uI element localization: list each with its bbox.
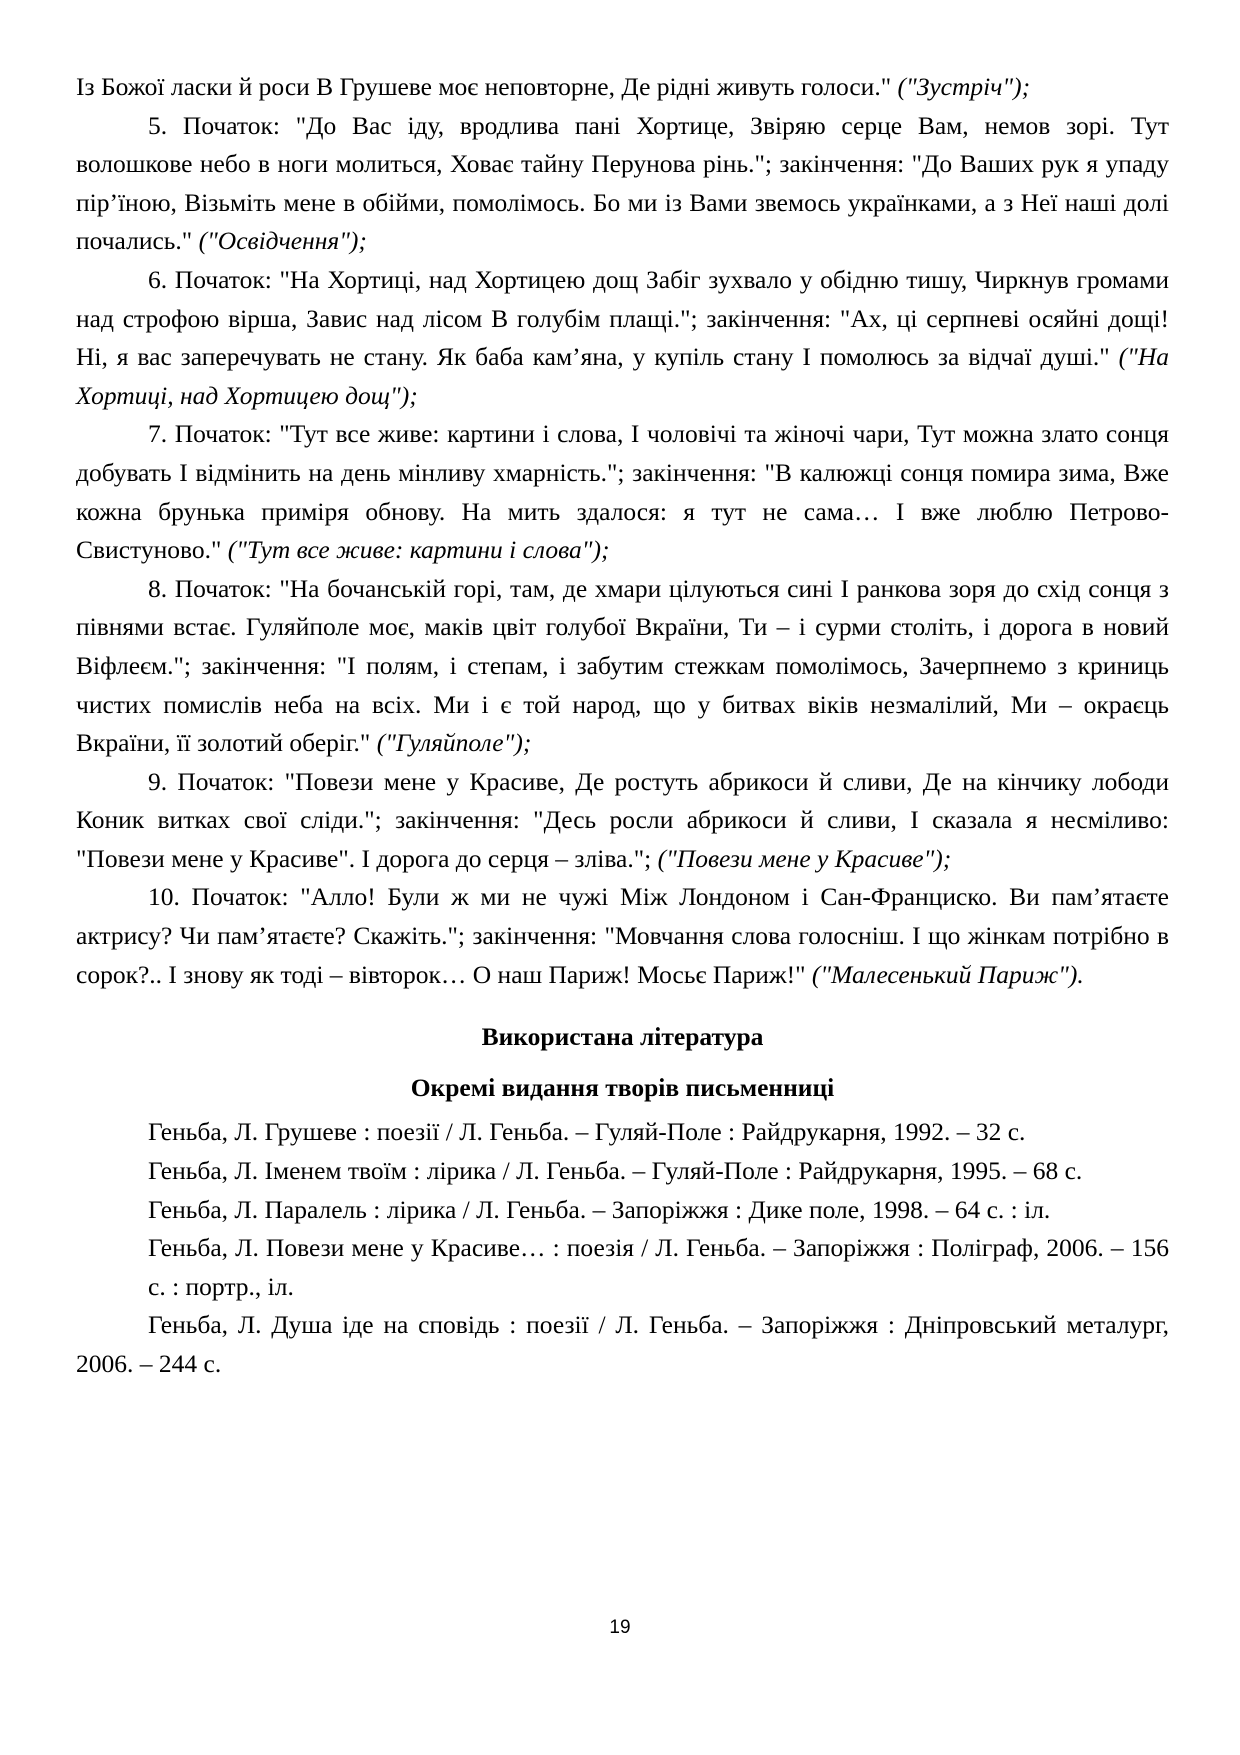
reference-item: Геньба, Л. Паралель : лірика / Л. Геньба. – Запоріжжя : Дике поле, 1998. – 64 с. : іл. <box>148 1194 1051 1224</box>
document-page <box>76 68 1169 1384</box>
paragraph-6 <box>76 261 1169 415</box>
paragraph-7 <box>76 415 1169 569</box>
poem-title: ("На Хортиці, над Хортицею дощ"); <box>76 342 1169 410</box>
paragraph-text: 6. Початок: "На Хортиці, над Хортицею дощ Забіг зухвало у обідню тишу, Чиркнув громами над строфою вірша, Завис над лісом В голубім плащі."; закінчення: "Ах, ці серпневі осяйні дощі! Ні, я вас заперечувать не стану. Як баба кам’яна, у купіль стану І помолюсь за відчаї душі." <box>76 264 1169 372</box>
paragraph-text: 8. Початок: "На бочанській горі, там, де хмари цілуються сині І ранкова зоря до схід сонця з півнями встає. Гуляйполе моє, маків цвіт голубої Вкраїни, Ти – і сурми століть, і дорога в новий Віфлеєм."; закінчення: "І полям, і степам, і забутим стежкам помолімось, Зачерпнемо з криниць чистих помислів неба на всіх. Ми і є той народ, що у битвах віків незмалілий, Ми – окраєць Вкраїни, її золотий оберіг." <box>76 573 1169 758</box>
paragraph-text: Із Божої ласки й роси В Грушеве моє неповторне, Де рідні живуть голоси." <box>76 72 898 101</box>
section-subheading-editions: Окремі видання творів письменниці <box>410 1072 835 1102</box>
poem-title: ("Освідчення"); <box>198 226 367 256</box>
paragraph-9 <box>76 763 1169 879</box>
paragraph-text: 10. Початок: "Алло! Були ж ми не чужі Між Лондоном і Сан-Франциско. Ви пам’ятаєте актрису? Чи пам’ятаєте? Скажіть."; закінчення: "Мовчання слова голосніш. І що жінкам потрібно в сорок?.. І знову як тоді – вівторок… О наш Париж! Мосьє Париж!" <box>76 882 1169 989</box>
paragraph-8 <box>76 570 1169 763</box>
poem-title: ("Зустріч"); <box>897 72 1031 101</box>
poem-title: ("Малесенький Париж"). <box>811 959 1084 989</box>
paragraph-text: 7. Початок: "Тут все живе: картини і слова, І чоловічі та жіночі чари, Тут можна злато сонця добувать І відмінить на день мінливу хмарність."; закінчення: "В калюжці сонця помира зима, Вже кожна брунька приміря обнову. На мить здалося: я тут не сама… І вже люблю Петрово-Свистуново." <box>76 419 1169 565</box>
section-heading-literature: Використана література <box>481 1022 764 1052</box>
paragraph-text: 9. Початок: "Повези мене у Красиве, Де ростуть абрикоси й сливи, Де на кінчику лободи Коник витках свої сліди."; закінчення: "Десь росли абрикоси й сливи, І сказала я несміливо: "Повези мене у Красиве". І дорога до серця – зліва."; <box>76 766 1169 873</box>
poem-title: ("Тут все живе: картини і слова"); <box>227 535 610 565</box>
poem-title: ("Гуляйполе"); <box>376 728 532 758</box>
reference-item: Геньба, Л. Іменем твоїм : лірика / Л. Геньба. – Гуляй-Поле : Райдрукарня, 1995. – 68 с. <box>148 1156 1083 1186</box>
paragraph-10 <box>76 878 1169 994</box>
reference-item: Геньба, Л. Повези мене у Красиве… : поезія / Л. Геньба. – Запоріжжя : Поліграф, 2006. – 156 с. : портр., іл. <box>148 1233 1169 1301</box>
page-number: 19 <box>609 1617 631 1638</box>
reference-item: Геньба, Л. Грушеве : поезії / Л. Геньба. – Гуляй-Поле : Райдрукарня, 1992. – 32 с. <box>148 1117 1026 1147</box>
reference-item: Геньба, Л. Душа іде на сповідь : поезії / Л. Геньба. – Запоріжжя : Дніпровський металург, 2006. – 244 с. <box>76 1310 1169 1378</box>
paragraph-4-end <box>76 68 1169 107</box>
paragraph-5 <box>76 107 1169 261</box>
poem-title: ("Повези мене у Красиве"); <box>657 843 952 873</box>
paragraph-text: 5. Початок: "До Вас іду, вродлива пані Хортице, Звіряю серце Вам, немов зорі. Тут волошкове небо в ноги молиться, Ховає тайну Перунова рінь."; закінчення: "До Ваших рук я упаду пір’їною, Візьміть мене в обійми, помолімось. Бо ми із Вами звемось українками, а з Неї наші долі почались." <box>76 110 1169 256</box>
